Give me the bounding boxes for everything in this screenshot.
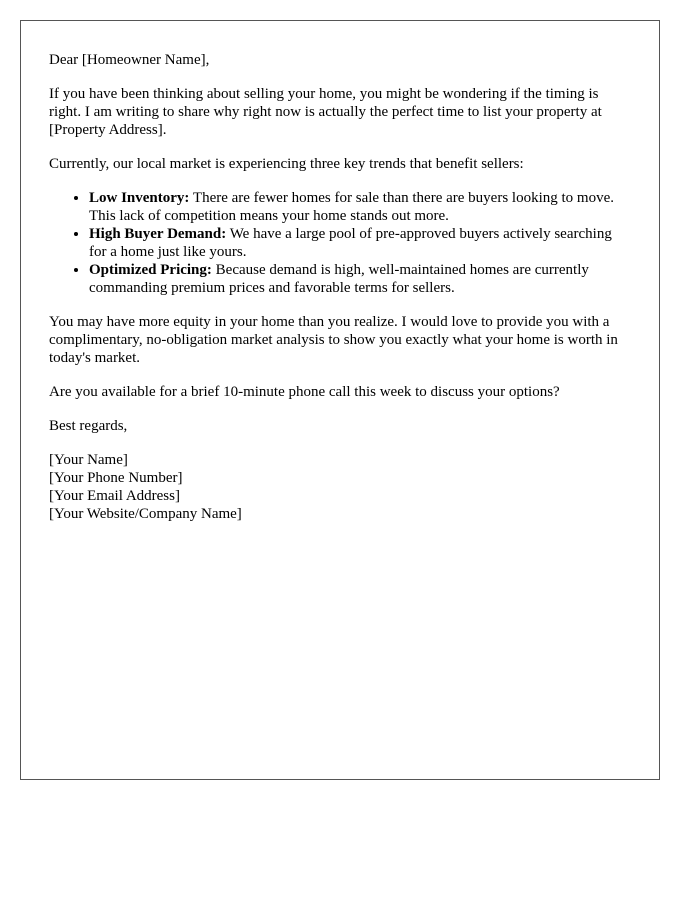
trend-title: Optimized Pricing: (89, 262, 212, 278)
trend-text: Because demand is high, well-maintained homes are currently commanding premium prices and favorable terms for sellers. (89, 262, 589, 296)
signature-block (49, 451, 631, 523)
intro-paragraph: If you have been thinking about selling your home, you might be wondering if the timing is right. I am writing to share why right now is actually the perfect time to list your property at [Property Address]. (49, 86, 602, 138)
call-to-action: Are you available for a brief 10-minute phone call this week to discuss your options? (49, 384, 560, 400)
letter-page (20, 20, 660, 780)
trend-text: There are fewer homes for sale than there are buyers looking to move. This lack of competition means your home stands out more. (89, 190, 614, 224)
trend-title: High Buyer Demand: (89, 226, 227, 242)
list-item (89, 189, 631, 225)
trend-title: Low Inventory: (89, 190, 190, 206)
signature-email: [Your Email Address] (49, 488, 180, 504)
list-item (89, 261, 631, 297)
trends-intro: Currently, our local market is experiencing three key trends that benefit sellers: (49, 156, 524, 172)
closing: Best regards, (49, 418, 128, 434)
trend-text: We have a large pool of pre-approved buyers actively searching for a home just like yours. (89, 226, 612, 260)
signature-phone: [Your Phone Number] (49, 470, 183, 486)
signature-name: [Your Name] (49, 452, 128, 468)
equity-paragraph: You may have more equity in your home than you realize. I would love to provide you with a complimentary, no-obligation market analysis to show you exactly what your home is worth in today's market. (49, 314, 618, 366)
list-item (89, 225, 631, 261)
trends-list (49, 189, 631, 297)
salutation: Dear [Homeowner Name], (49, 52, 210, 68)
signature-website: [Your Website/Company Name] (49, 506, 242, 522)
